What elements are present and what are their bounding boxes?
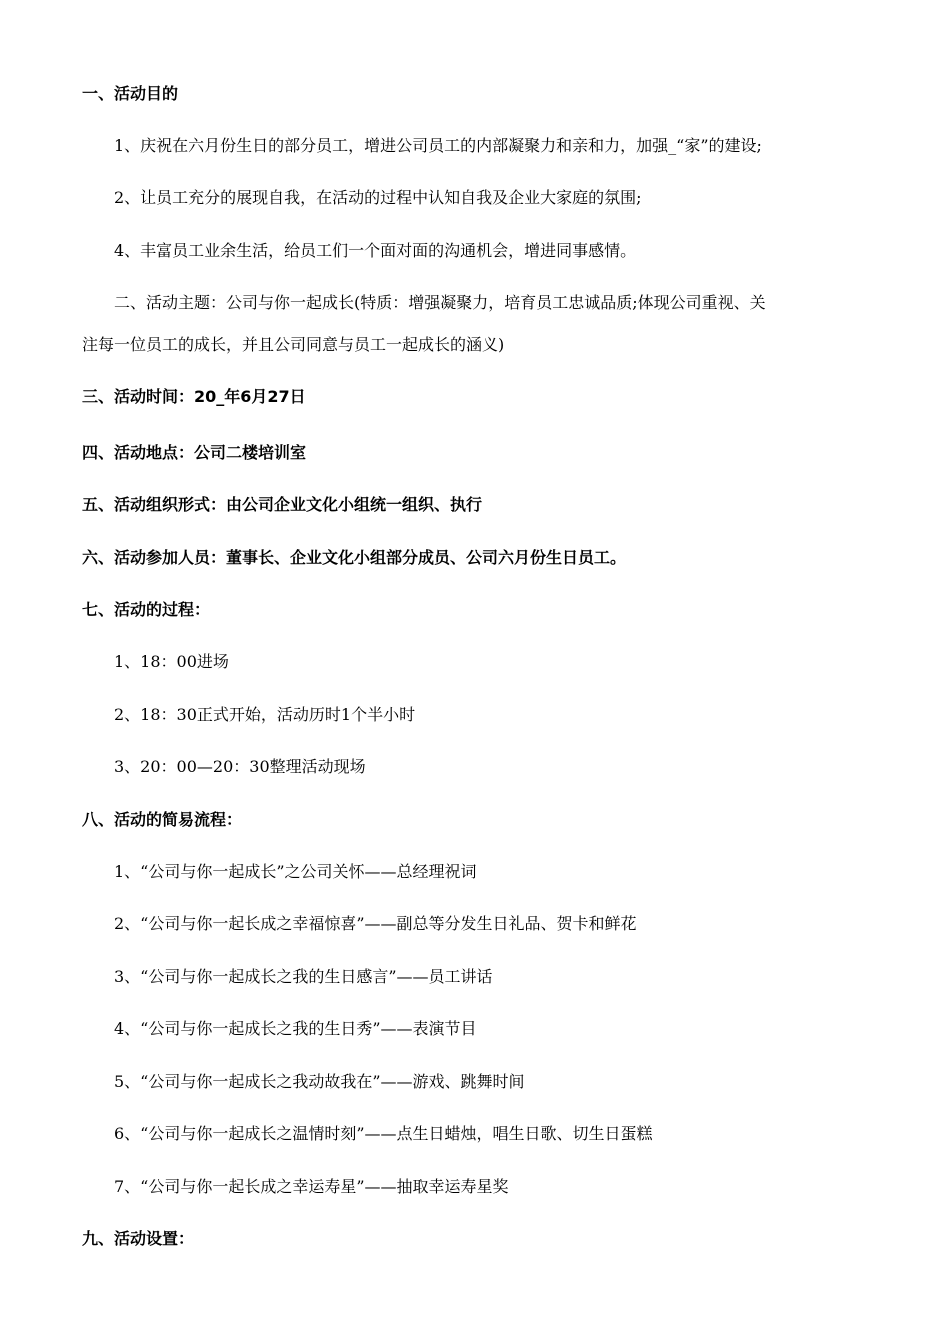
section-4-location: 四、活动地点：公司二楼培训室 <box>82 443 307 462</box>
section-1-item-1: 1、庆祝在六月份生日的部分员工，增进公司员工的内部凝聚力和亲和力，加强_“家”的建设; <box>114 136 762 155</box>
section-8-item-5: 5、“公司与你一起成长之我动故我在”——游戏、跳舞时间 <box>114 1072 525 1091</box>
section-9-title: 九、活动设置： <box>82 1229 195 1248</box>
section-8-item-7: 7、“公司与你一起长成之幸运寿星”——抽取幸运寿星奖 <box>114 1177 509 1196</box>
section-7-title: 七、活动的过程： <box>82 600 211 619</box>
section-7-item-1: 1、18：00进场 <box>114 652 229 671</box>
section-1-title: 一、活动目的 <box>82 84 179 103</box>
section-8-item-6: 6、“公司与你一起成长之温情时刻”——点生日蜡烛，唱生日歌、切生日蛋糕 <box>114 1124 653 1143</box>
section-2-theme-line-1: 二、活动主题：公司与你一起成长(特质：增强凝聚力，培育员工忠诚品质;体现公司重视、关 <box>114 293 766 312</box>
section-8-item-3: 3、“公司与你一起成长之我的生日感言”——员工讲话 <box>114 967 493 986</box>
section-8-item-4: 4、“公司与你一起成长之我的生日秀”——表演节目 <box>114 1019 477 1038</box>
section-1-item-3: 4、丰富员工业余生活，给员工们一个面对面的沟通机会，增进同事感情。 <box>114 241 637 260</box>
section-7-item-2: 2、18：30正式开始，活动历时1个半小时 <box>114 705 416 724</box>
section-8-item-1: 1、“公司与你一起成长”之公司关怀——总经理祝词 <box>114 862 477 881</box>
section-8-title: 八、活动的简易流程： <box>82 810 243 829</box>
section-7-item-3: 3、20：00—20：30整理活动现场 <box>114 757 366 776</box>
section-5-organization: 五、活动组织形式：由公司企业文化小组统一组织、执行 <box>82 495 483 514</box>
section-8-item-2: 2、“公司与你一起长成之幸福惊喜”——副总等分发生日礼品、贺卡和鲜花 <box>114 914 637 933</box>
section-3-time: 三、活动时间：20_年6月27日 <box>82 387 306 406</box>
section-2-theme-line-2: 注每一位员工的成长，并且公司同意与员工一起成长的涵义) <box>82 335 505 354</box>
section-6-participants: 六、活动参加人员：董事长、企业文化小组部分成员、公司六月份生日员工。 <box>82 548 627 567</box>
section-1-item-2: 2、让员工充分的展现自我，在活动的过程中认知自我及企业大家庭的氛围; <box>114 188 642 207</box>
